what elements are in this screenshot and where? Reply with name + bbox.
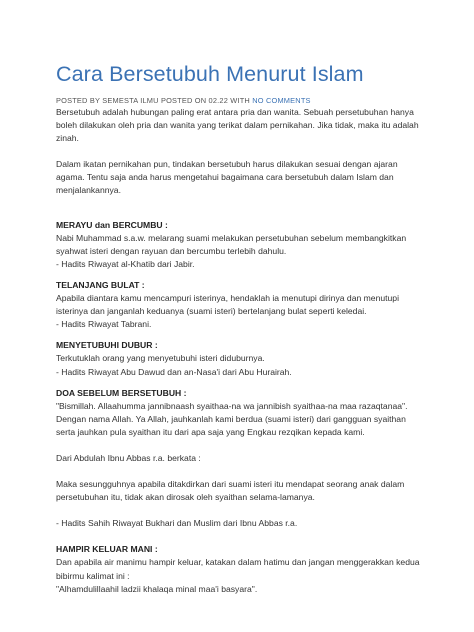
source-line: - Hadits Sahih Riwayat Bukhari dan Muslim dari Ibnu Abbas r.a. <box>56 518 298 529</box>
text-line: Apabila diantara kamu mencampuri isterinya, hendaklah ia menutupi dirinya dan menutupi <box>56 293 399 304</box>
section-heading: MERAYU dan BERCUMBU : <box>56 219 168 230</box>
text-line: - Hadits Riwayat Abu Dawud dan an-Nasa'i dari Abu Hurairah. <box>56 366 292 377</box>
post-meta-text: POSTED BY SEMESTA ILMU POSTED ON 02.22 WITH <box>56 96 253 105</box>
text-line: zinah. <box>56 133 79 144</box>
text-line: - Hadits Riwayat al-Khatib dari Jabir. <box>56 258 195 269</box>
intro-paragraph <box>56 106 428 145</box>
text-line: Dan apabila air manimu hampir keluar, katakan dalam hatimu dan jangan menggerakkan kedua <box>56 557 420 568</box>
intro-paragraph-2 <box>56 158 428 197</box>
article-body <box>56 106 428 596</box>
section-doa <box>56 387 428 531</box>
section-heading: DOA SEBELUM BERSETUBUH : <box>56 387 187 398</box>
text-line: Bersetubuh adalah hubungan paling erat antara pria dan wanita. Sebuah persetubuhan hanya <box>56 107 414 117</box>
section-telanjang <box>56 279 428 331</box>
text-line: Dengan nama Allah. Ya Allah, jauhkanlah kami berdua (suami isteri) dari gangguan syaithan <box>56 413 406 424</box>
text-line: - Hadits Riwayat Tabrani. <box>56 319 152 330</box>
text-line: boleh dilakukan oleh pria dan wanita yang terikat dalam pernikahan. Jika tidak, maka itu adalah <box>56 120 419 131</box>
text-line: syahwat isteri dengan rayuan dan bercumbu terlebih dahulu. <box>56 245 287 256</box>
text-line: bibirmu kalimat ini : <box>56 570 130 581</box>
text-line: Dalam ikatan pernikahan pun, tindakan bersetubuh harus dilakukan sesuai dengan ajaran <box>56 159 398 170</box>
text-line: "Bismillah. Allaahumma jannibnaash syaithaa-na wa jannibish syaithaa-na maa razaqtanaa". <box>56 400 408 411</box>
section-merayu <box>56 219 428 271</box>
narration-line: Dari Abdulah Ibnu Abbas r.a. berkata : <box>56 452 201 463</box>
article-title: Cara Bersetubuh Menurut Islam <box>56 62 364 86</box>
section-mani <box>56 543 428 595</box>
text-line: Nabi Muhammad s.a.w. melarang suami melakukan persetubuhan sebelum membangkitkan <box>56 232 407 243</box>
post-meta <box>56 96 428 106</box>
text-line: persetubuhan itu, tidak akan dirosak oleh syaithan selama-lamanya. <box>56 492 315 503</box>
text-line: agama. Tentu saja anda harus mengetahui bagaimana cara bersetubuh dalam Islam dan <box>56 172 394 183</box>
section-heading: MENYETUBUHI DUBUR : <box>56 340 158 351</box>
text-line: isterinya dan janganlah keduanya (suami isteri) bertelanjang bulat seperti keledai. <box>56 306 367 317</box>
text-line: "Alhamdulillaahil ladzii khalaqa minal maa'i basyara". <box>56 583 258 594</box>
text-line: menjalankannya. <box>56 185 121 196</box>
text-line: serta jauhkan pula syaithan itu dari apa saja yang Engkau rezqikan kepada kami. <box>56 426 365 437</box>
article <box>56 60 428 596</box>
text-line: Maka sesungguhnya apabila ditakdirkan dari suami isteri itu mendapat seorang anak dalam <box>56 479 405 490</box>
text-line: Terkutuklah orang yang menyetubuhi isteri diduburnya. <box>56 353 265 364</box>
comments-link[interactable]: NO COMMENTS <box>252 96 311 105</box>
section-heading: TELANJANG BULAT : <box>56 279 145 290</box>
section-heading: HAMPIR KELUAR MANI : <box>56 544 158 555</box>
section-dubur <box>56 339 428 378</box>
